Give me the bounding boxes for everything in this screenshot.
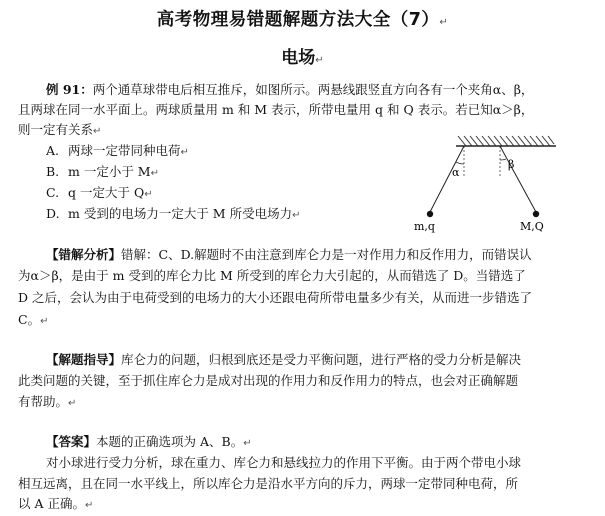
alpha-arc [456, 162, 464, 164]
option-d: D. m 受到的电场力一定大于 M 所受电场力↵ [46, 206, 301, 221]
ball-M [533, 211, 539, 217]
pendulum-diagram [408, 134, 568, 234]
example-label: 例 91： [46, 82, 93, 97]
error-analysis-heading: 【错解分析】 [46, 247, 122, 262]
answer-explain-line-3: 以 A 正确。↵ [18, 496, 94, 511]
paragraph-mark: ↵ [315, 55, 324, 66]
answer-explain-line-1: 对小球进行受力分析，球在重力、库仑力和悬线拉力的作用下平衡。由于两个带电小球 [46, 455, 522, 470]
section-title: 电场↵ [281, 48, 324, 68]
answer-line: 【答案】本题的正确选项为 A、B。↵ [46, 434, 252, 449]
left-ball-label: m,q [414, 220, 435, 233]
error-analysis-line-1: 【错解分析】错解：C、D.解题时不由注意到库仑力是一对作用力和反作用力，而错误认 [46, 247, 532, 262]
ball-m [427, 211, 433, 217]
right-string [500, 146, 536, 212]
page-title: 高考物理易错题解题方法大全（7）↵ [156, 10, 449, 30]
option-b: B. m 一定小于 M↵ [46, 164, 159, 179]
error-analysis-line-3: D 之后，会认为由于电荷受到的电场力的大小还跟电荷所带电量多少有关，从而进一步错选了 [18, 290, 532, 305]
problem-line-1: 例 91：两个通草球带电后相互推斥，如图所示。两悬线跟竖直方向各有一个夹角α、β， [46, 82, 534, 97]
guide-heading: 【解题指导】 [46, 352, 122, 367]
problem-line-3: 则一定有关系↵ [18, 122, 102, 137]
left-string [430, 146, 464, 212]
paragraph-mark: ↵ [439, 17, 449, 28]
guide-line-3: 有帮助。↵ [18, 394, 77, 409]
answer-heading: 【答案】 [46, 434, 97, 449]
guide-line-2: 此类问题的关键，至于抓住库仑力是成对出现的作用力和反作用力的特点，也会对正确解题 [18, 373, 519, 388]
guide-line-1: 【解题指导】库仑力的问题，归根到底还是受力平衡问题，进行严格的受力分析是解决 [46, 352, 522, 367]
error-analysis-line-2: 为α＞β，是由于 m 受到的库仑力比 M 所受到的库仑力大引起的，从而错选了 D。当错选了 [18, 268, 526, 283]
ceiling-hatch [456, 136, 556, 146]
right-ball-label: M,Q [520, 220, 544, 233]
alpha-label: α [452, 166, 460, 179]
answer-explain-line-2: 相互远离，且在同一水平线上，所以库仑力是沿水平方向的斥力，两球一定带同种电荷，所 [18, 476, 519, 491]
problem-line-2: 且两球在同一水平面上。两球质量用 m 和 M 表示，所带电量用 q 和 Q 表示。若已知α＞β， [18, 102, 534, 117]
beta-arc [500, 159, 506, 160]
error-analysis-line-4: C。↵ [18, 312, 49, 327]
option-a: A. 两球一定带同种电荷↵ [46, 143, 189, 158]
option-c: C. q 一定大于 Q↵ [46, 185, 153, 200]
beta-label: β [508, 158, 515, 171]
